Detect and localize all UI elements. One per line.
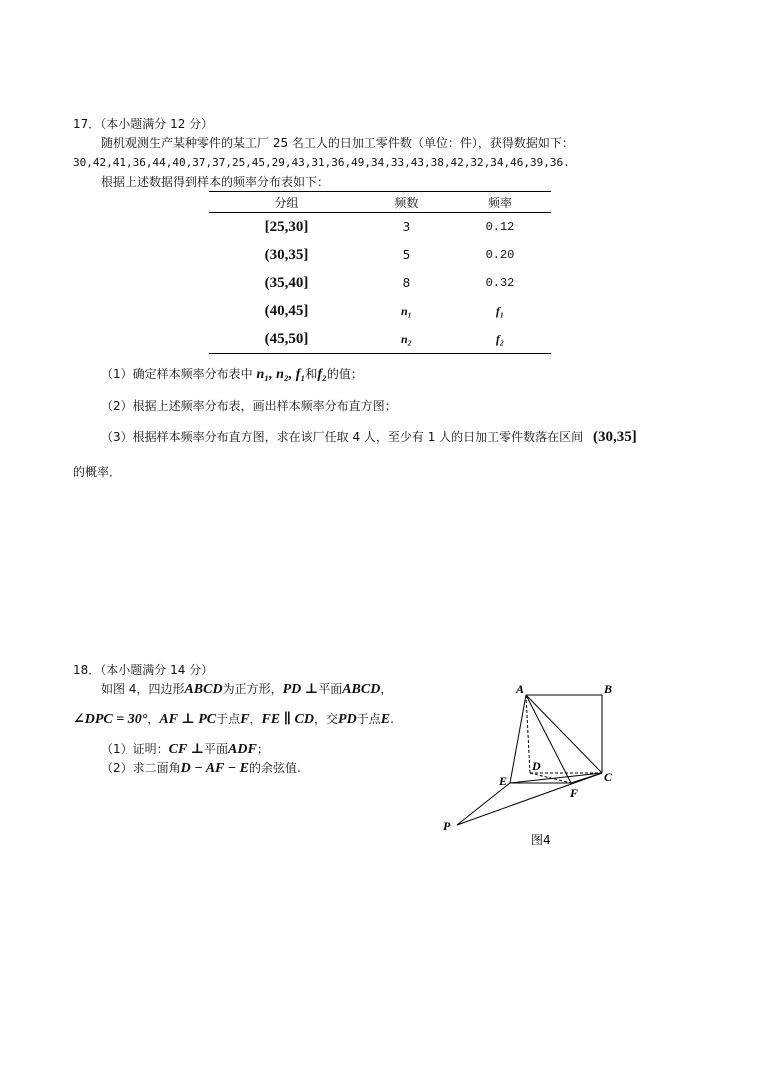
- q18-line2-text2: ，交: [314, 712, 339, 726]
- edge-ae: [510, 695, 526, 783]
- table-cell-group: (45,50]: [209, 325, 364, 354]
- q17-part3-end: 的概率．: [73, 465, 122, 479]
- frequency-table: [209, 191, 551, 354]
- q18-header: 18．（本小题满分 14 分）: [73, 663, 214, 677]
- label-p: P: [443, 819, 451, 833]
- label-a: A: [516, 682, 525, 696]
- q18-part1: [101, 741, 269, 758]
- table-row: [209, 325, 551, 354]
- q18-line2-math5: PD: [338, 712, 357, 727]
- q18-line1-mid2: 平面: [318, 682, 343, 696]
- table-cell-freq: f₂: [449, 325, 551, 354]
- q18-line2-math6: E: [380, 712, 391, 727]
- q18-line2-math2: AF ⊥ PC: [159, 712, 217, 727]
- q18-part1-math: CF ⊥: [168, 742, 205, 757]
- q18-line2-math3: F: [240, 712, 250, 727]
- label-e: E: [499, 774, 508, 788]
- q18-line2-text3: 于点: [356, 712, 381, 726]
- table-header-count: 频数: [364, 192, 449, 213]
- q17-header: 17．（本小题满分 12 分）: [73, 117, 214, 131]
- table-cell-count: n₂: [364, 325, 449, 354]
- q18-line1-math2: PD ⊥: [282, 682, 319, 697]
- q18-part2: [101, 760, 301, 777]
- edge-ep: [457, 783, 510, 825]
- q17-part3-text: （3）根据样本频率分布直方图，求在该厂任取 4 人，至少有 1 人的日加工零件数落在区间: [101, 430, 584, 444]
- q18-line2-angle: ∠DPC = 30°: [73, 712, 148, 727]
- edge-ad-hidden: [526, 695, 530, 773]
- q17-part1-math: n₁, n₂, f₁: [256, 367, 306, 382]
- q18-line1-mid: 为正方形，: [222, 682, 283, 696]
- label-c: C: [604, 770, 613, 784]
- q17-part1: [101, 366, 363, 383]
- q18-line2-text1: 于点: [216, 712, 241, 726]
- table-row: [209, 241, 551, 269]
- table-cell-count: n₁: [401, 303, 412, 318]
- q18-line1-end: ，: [380, 682, 393, 696]
- q18-line2-end: .: [390, 712, 394, 726]
- figure-caption: 图4: [531, 833, 551, 847]
- table-cell-group: (35,40]: [264, 274, 309, 291]
- q17-intro: 随机观测生产某种零件的某工厂 25 名工人的日加工零件数（单位：件），获得数据如下：: [101, 136, 574, 150]
- q18-line2-math4: FE ∥ CD: [261, 712, 315, 727]
- table-cell-freq: 0.32: [485, 276, 515, 290]
- q18-line1-math3: ABCD: [342, 682, 381, 697]
- q17-part1-and: 和: [305, 367, 318, 381]
- table-row: [209, 213, 551, 242]
- q18-line2: [73, 711, 394, 728]
- label-d: D: [532, 759, 541, 773]
- table-row: [209, 297, 551, 325]
- q17-part2: （2）根据上述频率分布表，画出样本频率分布直方图；: [101, 399, 397, 413]
- q17-table-intro: 根据上述数据得到样本的频率分布表如下：: [101, 175, 330, 189]
- q18-part2-math: D − AF − E: [180, 761, 249, 776]
- table-cell-count: 3: [402, 220, 411, 234]
- q18-part2-end: 的余弦值.: [248, 761, 301, 775]
- label-f: F: [570, 786, 579, 800]
- table-cell-count: 8: [402, 276, 411, 290]
- table-cell-freq: 0.20: [485, 248, 515, 262]
- q18-line1-text: 如图 4，四边形: [101, 682, 185, 696]
- figure-4: [430, 675, 630, 850]
- q18-line1: [101, 681, 392, 698]
- table-row: [209, 269, 551, 297]
- table-cell-freq: f₁: [495, 303, 505, 318]
- table-header-freq: 频率: [449, 192, 551, 213]
- table-cell-count: 5: [402, 248, 411, 262]
- q18-part1-mid: 平面: [204, 742, 229, 756]
- q17-part3: [101, 429, 637, 445]
- label-b: B: [604, 682, 613, 696]
- q17-data-line: 30,42,41,36,44,40,37,37,25,45,29,43,31,36,49,34,33,43,38,42,32,34,46,39,36.: [73, 156, 570, 169]
- q18-line2-sep2: ，: [249, 712, 262, 726]
- table-cell-freq: 0.12: [485, 220, 515, 234]
- table-header-group: 分组: [209, 192, 364, 213]
- q17-part1-text: （1）确定样本频率分布表中: [101, 367, 257, 381]
- q17-part1-math2: f₂: [317, 367, 327, 382]
- table-cell-group: [25,30]: [264, 218, 309, 235]
- q18-part1-end: ；: [256, 742, 269, 756]
- q18-part2-text: （2）求二面角: [101, 761, 181, 775]
- q18-line1-math1: ABCD: [184, 682, 223, 697]
- q17-part3-interval: (30,35]: [593, 429, 637, 445]
- q18-part1-text: （1）证明：: [101, 742, 169, 756]
- table-cell-group: (30,35]: [264, 246, 309, 263]
- edge-df-hidden: [530, 773, 571, 783]
- q18-part1-math2: ADF: [228, 742, 257, 757]
- q17-part1-end: 的值；: [326, 367, 363, 381]
- table-cell-group: (40,45]: [264, 302, 309, 319]
- q18-line2-sep1: ，: [147, 712, 160, 726]
